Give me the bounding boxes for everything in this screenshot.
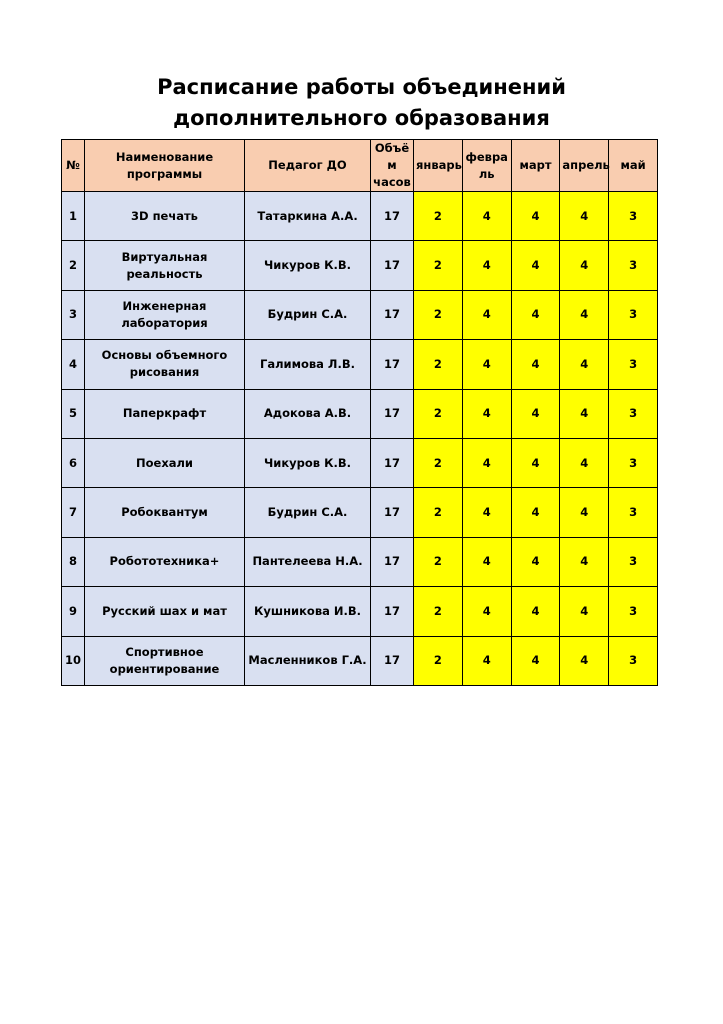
cell-apr: 4 bbox=[560, 438, 609, 487]
cell-volume: 17 bbox=[371, 636, 414, 685]
program-name-line-1: Паперкрафт bbox=[122, 406, 207, 421]
cell-may: 3 bbox=[609, 241, 658, 290]
cell-apr: 4 bbox=[560, 340, 609, 389]
cell-num: 4 bbox=[62, 340, 85, 389]
cell-program bbox=[85, 438, 245, 487]
cell-feb: 4 bbox=[462, 488, 511, 537]
cell-volume: 17 bbox=[371, 438, 414, 487]
header-feb-line-1: февра bbox=[465, 149, 508, 164]
cell-program bbox=[85, 340, 245, 389]
program-name-line-1: Виртуальная реальность bbox=[121, 249, 208, 281]
cell-jan: 2 bbox=[414, 241, 463, 290]
cell-may: 3 bbox=[609, 537, 658, 586]
cell-mar: 4 bbox=[511, 488, 560, 537]
cell-volume: 17 bbox=[371, 389, 414, 438]
cell-may: 3 bbox=[609, 290, 658, 339]
header-feb-line-2: ль bbox=[478, 166, 495, 181]
header-may: май bbox=[609, 140, 658, 192]
cell-volume: 17 bbox=[371, 192, 414, 241]
cell-apr: 4 bbox=[560, 192, 609, 241]
header-program-line-2: программы bbox=[126, 166, 203, 181]
cell-feb: 4 bbox=[462, 587, 511, 636]
program-name-line-1: Поехали bbox=[136, 455, 193, 470]
cell-teacher: Адокова А.В. bbox=[245, 389, 371, 438]
table-row bbox=[62, 537, 658, 586]
cell-apr: 4 bbox=[560, 537, 609, 586]
cell-program bbox=[85, 290, 245, 339]
cell-apr: 4 bbox=[560, 587, 609, 636]
header-row bbox=[62, 140, 658, 192]
table-body bbox=[62, 192, 658, 686]
cell-teacher: Чикуров К.В. bbox=[245, 438, 371, 487]
program-name-line-2: рисования bbox=[129, 365, 200, 380]
cell-num: 8 bbox=[62, 537, 85, 586]
cell-program bbox=[85, 636, 245, 685]
cell-program bbox=[85, 389, 245, 438]
table-row bbox=[62, 241, 658, 290]
cell-jan: 2 bbox=[414, 537, 463, 586]
cell-feb: 4 bbox=[462, 389, 511, 438]
cell-teacher: Пантелеева Н.А. bbox=[245, 537, 371, 586]
program-name-line-1: Спортивное bbox=[125, 644, 204, 659]
cell-mar: 4 bbox=[511, 438, 560, 487]
program-name-line-1: Русский шах и мат bbox=[102, 603, 227, 618]
cell-feb: 4 bbox=[462, 438, 511, 487]
cell-mar: 4 bbox=[511, 636, 560, 685]
program-name-line-1: 3D печать bbox=[131, 208, 198, 223]
cell-volume: 17 bbox=[371, 537, 414, 586]
table-row bbox=[62, 192, 658, 241]
program-name-line-1: Инженерная bbox=[122, 298, 207, 313]
program-name-line-1: Робототехника+ bbox=[109, 554, 220, 569]
header-jan: январь bbox=[414, 140, 463, 192]
table-row bbox=[62, 340, 658, 389]
header-program bbox=[85, 140, 245, 192]
cell-jan: 2 bbox=[414, 438, 463, 487]
table-row bbox=[62, 290, 658, 339]
header-mar: март bbox=[511, 140, 560, 192]
cell-feb: 4 bbox=[462, 192, 511, 241]
cell-program bbox=[85, 488, 245, 537]
cell-feb: 4 bbox=[462, 241, 511, 290]
cell-may: 3 bbox=[609, 389, 658, 438]
cell-mar: 4 bbox=[511, 241, 560, 290]
program-name-line-2: лаборатория bbox=[121, 315, 208, 330]
cell-may: 3 bbox=[609, 340, 658, 389]
header-volume-line-3: часов bbox=[373, 175, 411, 189]
cell-jan: 2 bbox=[414, 587, 463, 636]
cell-num: 6 bbox=[62, 438, 85, 487]
cell-may: 3 bbox=[609, 636, 658, 685]
header-volume-line-2: м bbox=[387, 158, 397, 172]
cell-jan: 2 bbox=[414, 636, 463, 685]
table-row bbox=[62, 488, 658, 537]
cell-program bbox=[85, 587, 245, 636]
title-line-2: дополнительного образования bbox=[173, 106, 550, 130]
cell-num: 2 bbox=[62, 241, 85, 290]
cell-num: 5 bbox=[62, 389, 85, 438]
program-name-line-1: Основы объемного bbox=[101, 348, 228, 363]
cell-may: 3 bbox=[609, 192, 658, 241]
cell-may: 3 bbox=[609, 488, 658, 537]
cell-may: 3 bbox=[609, 587, 658, 636]
cell-feb: 4 bbox=[462, 636, 511, 685]
cell-program bbox=[85, 241, 245, 290]
header-teacher: Педагог ДО bbox=[245, 140, 371, 192]
cell-apr: 4 bbox=[560, 636, 609, 685]
cell-may: 3 bbox=[609, 438, 658, 487]
cell-volume: 17 bbox=[371, 340, 414, 389]
cell-feb: 4 bbox=[462, 290, 511, 339]
cell-teacher: Будрин С.А. bbox=[245, 488, 371, 537]
header-apr: апрель bbox=[560, 140, 609, 192]
cell-jan: 2 bbox=[414, 389, 463, 438]
cell-program bbox=[85, 192, 245, 241]
cell-num: 3 bbox=[62, 290, 85, 339]
schedule-table bbox=[61, 139, 658, 686]
program-name-line-2: ориентирование bbox=[109, 661, 220, 676]
cell-teacher: Татаркина А.А. bbox=[245, 192, 371, 241]
cell-num: 7 bbox=[62, 488, 85, 537]
cell-jan: 2 bbox=[414, 192, 463, 241]
cell-apr: 4 bbox=[560, 488, 609, 537]
table-row bbox=[62, 438, 658, 487]
cell-mar: 4 bbox=[511, 389, 560, 438]
cell-apr: 4 bbox=[560, 290, 609, 339]
cell-volume: 17 bbox=[371, 290, 414, 339]
cell-teacher: Галимова Л.В. bbox=[245, 340, 371, 389]
table-row bbox=[62, 389, 658, 438]
cell-jan: 2 bbox=[414, 488, 463, 537]
cell-feb: 4 bbox=[462, 340, 511, 389]
document-title bbox=[0, 72, 723, 134]
cell-num: 9 bbox=[62, 587, 85, 636]
header-volume bbox=[371, 140, 414, 192]
cell-teacher: Чикуров К.В. bbox=[245, 241, 371, 290]
cell-feb: 4 bbox=[462, 537, 511, 586]
cell-jan: 2 bbox=[414, 340, 463, 389]
cell-mar: 4 bbox=[511, 290, 560, 339]
cell-num: 1 bbox=[62, 192, 85, 241]
title-line-1: Расписание работы объединений bbox=[157, 75, 566, 99]
cell-jan: 2 bbox=[414, 290, 463, 339]
table-row bbox=[62, 587, 658, 636]
cell-teacher: Масленников Г.А. bbox=[245, 636, 371, 685]
cell-apr: 4 bbox=[560, 241, 609, 290]
header-volume-line-1: Объё bbox=[374, 141, 410, 155]
cell-mar: 4 bbox=[511, 587, 560, 636]
cell-num: 10 bbox=[62, 636, 85, 685]
cell-mar: 4 bbox=[511, 340, 560, 389]
program-name-line-1: Робоквантум bbox=[121, 505, 208, 520]
cell-teacher: Кушникова И.В. bbox=[245, 587, 371, 636]
cell-mar: 4 bbox=[511, 192, 560, 241]
cell-volume: 17 bbox=[371, 587, 414, 636]
header-program-line-1: Наименование bbox=[115, 149, 214, 164]
header-num: № bbox=[62, 140, 85, 192]
cell-volume: 17 bbox=[371, 241, 414, 290]
cell-volume: 17 bbox=[371, 488, 414, 537]
cell-teacher: Будрин С.А. bbox=[245, 290, 371, 339]
cell-program bbox=[85, 537, 245, 586]
cell-mar: 4 bbox=[511, 537, 560, 586]
header-feb bbox=[462, 140, 511, 192]
table-row bbox=[62, 636, 658, 685]
cell-apr: 4 bbox=[560, 389, 609, 438]
